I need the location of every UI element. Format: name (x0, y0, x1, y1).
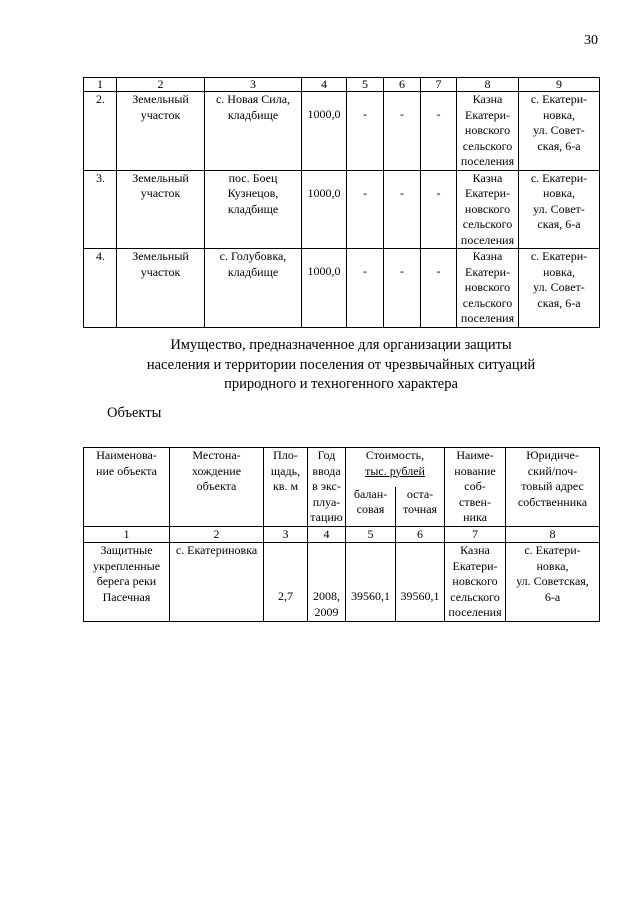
object-balance-value: 39560,1 (351, 589, 390, 603)
text-line: ние объекта (96, 463, 157, 478)
text-line: собственника (517, 494, 588, 509)
column-5-value: - (347, 170, 384, 249)
text-line: с. Екатери- (530, 170, 588, 185)
text-line: Екатери- (465, 107, 510, 122)
object-address (506, 543, 600, 622)
text-line: ский/поч- (527, 463, 578, 478)
plot-area: 1000,0 (302, 249, 347, 328)
table-row (84, 170, 600, 249)
owner-address (519, 249, 600, 328)
text-line: 6-а (544, 589, 561, 604)
text-line: поселения (460, 232, 515, 247)
owner-name (457, 92, 519, 171)
owner-name (457, 170, 519, 249)
column-number: 3 (264, 526, 308, 543)
text-line: Земельный (132, 249, 189, 263)
column-number: 2 (170, 526, 264, 543)
object-year (308, 543, 346, 622)
plot-area: 1000,0 (302, 92, 347, 171)
text-line: новского (452, 574, 498, 588)
row-number: 2. (84, 92, 117, 171)
text-line: Защитные (100, 543, 153, 557)
section-heading (83, 336, 599, 395)
table-row (84, 543, 600, 622)
text-line: нование (454, 463, 496, 478)
text-line: точная (402, 502, 438, 517)
column-6-value: - (384, 92, 421, 171)
text-line: Наиме- (456, 448, 494, 462)
text-line: укрепленные (92, 558, 161, 573)
text-line: Казна (472, 92, 503, 106)
text-line: ская, 6-а (537, 295, 581, 310)
header-name (84, 448, 170, 527)
column-number: 5 (346, 526, 396, 543)
text-line: Пасечная (102, 589, 151, 604)
column-7-value: - (421, 92, 457, 171)
header-balance (346, 487, 396, 526)
text-line: поселения (460, 154, 515, 168)
text-line: 2008, (313, 589, 340, 603)
text-line: кладбище (227, 201, 279, 216)
table-header-row (84, 448, 600, 487)
text-line: сельского (462, 295, 513, 310)
column-number: 5 (347, 78, 384, 92)
row-number: 3. (84, 170, 117, 249)
text-line: участок (140, 264, 181, 279)
text-line: с. Екатери- (524, 543, 581, 557)
header-area (264, 448, 308, 527)
text-line: кв. м (272, 479, 299, 493)
text-line: поселения (448, 605, 502, 619)
text-line: кладбище (227, 107, 279, 122)
column-number: 7 (421, 78, 457, 92)
header-residual (396, 487, 445, 526)
text-line: сельского (462, 138, 513, 153)
column-number: 3 (205, 78, 302, 92)
column-number: 9 (519, 78, 600, 92)
text-line: новка, (542, 107, 576, 122)
text-line: Екатери- (465, 264, 510, 279)
text-line: в экс- (312, 479, 341, 493)
protection-objects-table (83, 447, 600, 622)
plot-location (205, 170, 302, 249)
column-5-value: - (347, 249, 384, 328)
text-line: пос. Боец (228, 170, 278, 185)
text-line: Наименова- (96, 448, 157, 462)
text-line: берега реки (96, 574, 157, 588)
owner-address (519, 92, 600, 171)
heading-line: населения и территории поселения от чрезвычайных ситуаций (146, 356, 536, 373)
object-balance-cost (346, 543, 396, 622)
plot-name (117, 92, 205, 171)
plot-location (205, 92, 302, 171)
header-location (170, 448, 264, 527)
text-line: Земельный (132, 92, 189, 106)
text-line: новского (464, 201, 511, 216)
text-line: ул. Совет- (533, 280, 585, 294)
table-header-row (84, 78, 600, 92)
text-line: Кузнецов, (227, 186, 279, 200)
plot-name (117, 170, 205, 249)
column-6-value: - (384, 249, 421, 328)
column-number: 1 (84, 526, 170, 543)
text-line: балан- (353, 486, 388, 501)
object-location: с. Екатериновка (170, 543, 264, 622)
header-cost-line: Стоимость, (365, 448, 425, 462)
text-line: тацию (310, 510, 343, 524)
text-line: новка, (542, 186, 576, 200)
text-line: объекта (196, 479, 237, 493)
heading-line: Имущество, предназначенное для организации защиты (170, 337, 512, 353)
text-line: участок (140, 107, 181, 122)
object-area-value: 2,7 (278, 589, 293, 603)
object-residual-value: 39560,1 (400, 589, 440, 603)
plot-location (205, 249, 302, 328)
text-line: соб- (464, 479, 486, 493)
column-number: 6 (384, 78, 421, 92)
text-line: Земельный (132, 170, 189, 185)
text-line: Местона- (192, 448, 241, 462)
column-5-value: - (347, 92, 384, 171)
header-address (506, 448, 600, 527)
object-area (264, 543, 308, 622)
column-number: 6 (396, 526, 445, 543)
table-row (84, 92, 600, 171)
text-line: новка, (542, 264, 576, 279)
column-number: 1 (84, 78, 117, 92)
page-number: 30 (584, 33, 598, 48)
column-7-value: - (421, 249, 457, 328)
object-owner (445, 543, 506, 622)
text-line: сельского (462, 217, 513, 231)
land-plots-table (83, 77, 600, 328)
column-7-value: - (421, 170, 457, 249)
text-line: Екатери- (465, 186, 510, 200)
text-line: товый адрес (521, 479, 584, 493)
text-line: ул. Совет- (533, 201, 585, 216)
text-line: с. Екатери- (530, 249, 588, 263)
text-line: с. Новая Сила, (215, 92, 291, 106)
column-number: 8 (506, 526, 600, 543)
text-line: с. Екатери- (530, 92, 588, 106)
text-line: поселения (460, 311, 515, 325)
text-line: ствен- (459, 494, 491, 509)
text-line: Казна (460, 543, 490, 557)
text-line: ская, 6-а (537, 138, 581, 153)
text-line: новского (464, 123, 511, 137)
text-line: ввода (312, 463, 341, 478)
plot-name (117, 249, 205, 328)
owner-address (519, 170, 600, 249)
object-residual-cost (396, 543, 445, 622)
column-number: 7 (445, 526, 506, 543)
text-line: сельского (450, 589, 500, 604)
text-line: ул. Совет- (533, 123, 585, 137)
object-year-value (310, 589, 343, 620)
column-number: 8 (457, 78, 519, 92)
text-line: щадь, (270, 463, 301, 478)
row-number: 4. (84, 249, 117, 328)
text-line: совая (356, 502, 385, 517)
header-owner (445, 448, 506, 527)
text-line: Казна (472, 170, 503, 185)
text-line: ника (463, 510, 487, 524)
subheading: Объекты (107, 405, 162, 421)
column-6-value: - (384, 170, 421, 249)
column-number: 4 (302, 78, 347, 92)
text-line: ская, 6-а (537, 217, 581, 231)
text-line: участок (140, 186, 181, 200)
text-line: ул. Советская, (516, 574, 589, 588)
text-line: Пло- (273, 448, 298, 462)
table-row (84, 249, 600, 328)
header-cost-line: тыс. рублей (365, 463, 425, 478)
column-number: 2 (117, 78, 205, 92)
text-line: плуа- (312, 494, 341, 509)
text-line: новка, (536, 558, 569, 573)
text-line: Год (317, 448, 336, 462)
text-line: новского (464, 280, 511, 294)
header-year (308, 448, 346, 527)
text-line: хождение (191, 463, 242, 478)
text-line: кладбище (227, 264, 279, 279)
text-line: Казна (472, 249, 503, 263)
object-name (84, 543, 170, 622)
column-number: 4 (308, 526, 346, 543)
text-line: Екатери- (452, 558, 498, 573)
text-line: с. Голубовка, (219, 249, 287, 263)
column-numbers-row (84, 526, 600, 543)
text-line: оста- (406, 486, 434, 501)
owner-name (457, 249, 519, 328)
text-line: Юридиче- (526, 448, 579, 462)
text-line: 2009 (314, 604, 339, 619)
plot-area: 1000,0 (302, 170, 347, 249)
header-cost (346, 448, 445, 487)
heading-line: природного и техногенного характера (224, 376, 458, 392)
